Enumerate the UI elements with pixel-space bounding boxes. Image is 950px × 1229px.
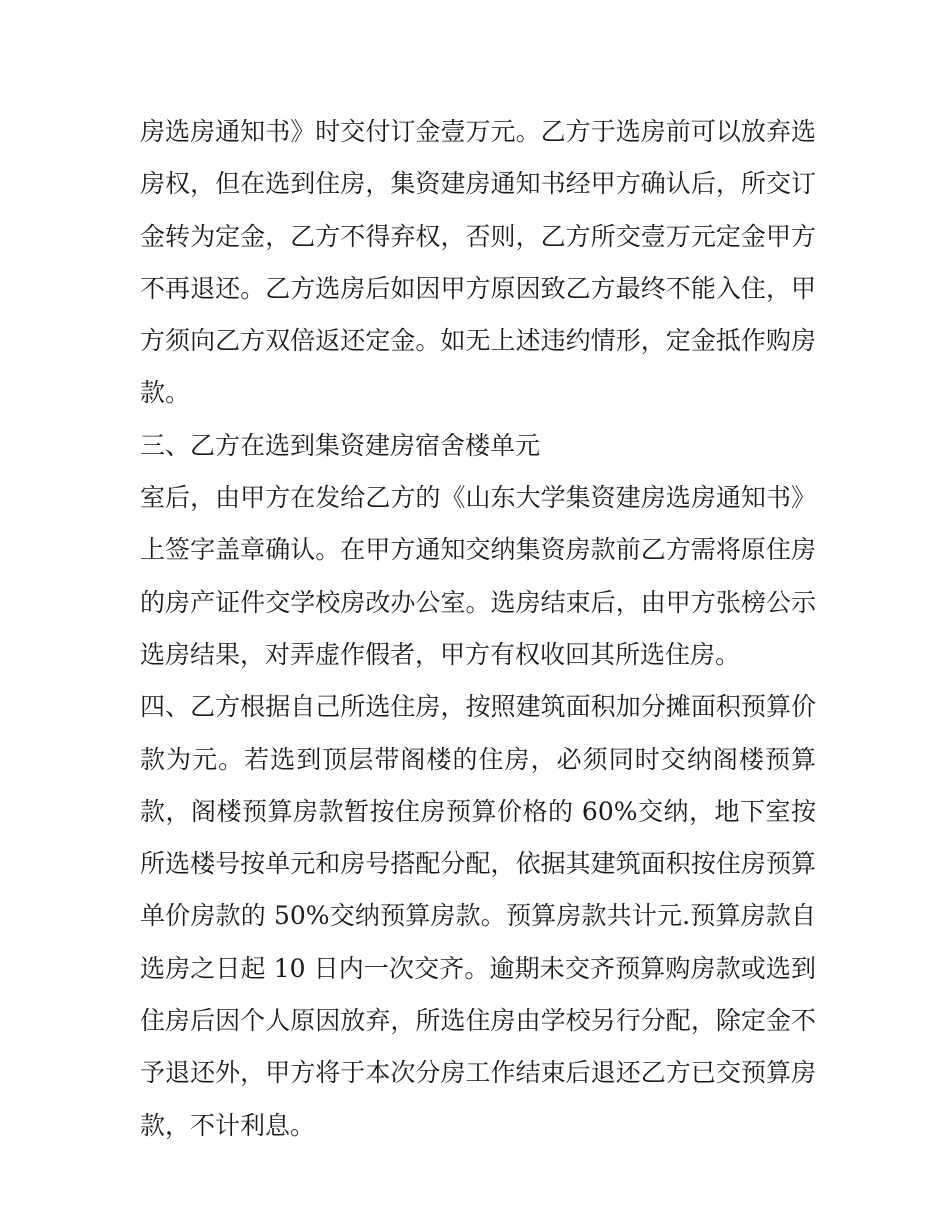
text-line: 选房结果，对弄虚作假者，甲方有权收回其所选住房。 [140,639,741,669]
text-line: 款，阁楼预算房款暂按住房预算价格的 60%交纳，地下室按 [140,796,816,826]
contract-body-text [140,106,816,1152]
text-line: 款为元。若选到顶层带阁楼的住房，必须同时交纳阁楼预算 [140,744,816,774]
text-line: 室后，由甲方在发给乙方的《山东大学集资建房选房通知书》 [140,483,816,513]
text-line: 房选房通知书》时交付订金壹万元。乙方于选房前可以放弃选 [140,117,816,146]
section-three-heading-line: 三、乙方在选到集资建房宿舍楼单元 [140,430,541,460]
text-line: 不再退还。乙方选房后如因甲方原因致乙方最终不能入住，甲 [140,273,816,303]
text-line: 的房产证件交学校房改办公室。选房结束后，由甲方张榜公示 [140,587,816,617]
text-line: 金转为定金，乙方不得弃权，否则，乙方所交壹万元定金甲方 [140,221,816,251]
text-line: 房权，但在选到住房，集资建房通知书经甲方确认后，所交订 [140,169,816,199]
text-line: 方须向乙方双倍返还定金。如无上述违约情形，定金抵作购房 [140,326,816,356]
text-line: 款，不计利息。 [140,1110,316,1140]
text-line: 所选楼号按单元和房号搭配分配，依据其建筑面积按住房预算 [140,849,816,879]
text-line: 住房后因个人原因放弃，所选住房由学校另行分配，除定金不 [140,1006,816,1036]
text-line: 予退还外，甲方将于本次分房工作结束后退还乙方已交预算房 [140,1058,816,1088]
text-line: 款。 [140,378,191,408]
text-line: 选房之日起 10 日内一次交齐。逾期未交齐预算购房款或选到 [140,953,816,983]
text-line: 单价房款的 50%交纳预算房款。预算房款共计元.预算房款自 [140,901,816,931]
section-four-heading-line: 四、乙方根据自己所选住房，按照建筑面积加分摊面积预算价 [140,692,816,722]
text-line: 上签字盖章确认。在甲方通知交纳集资房款前乙方需将原住房 [140,535,816,565]
